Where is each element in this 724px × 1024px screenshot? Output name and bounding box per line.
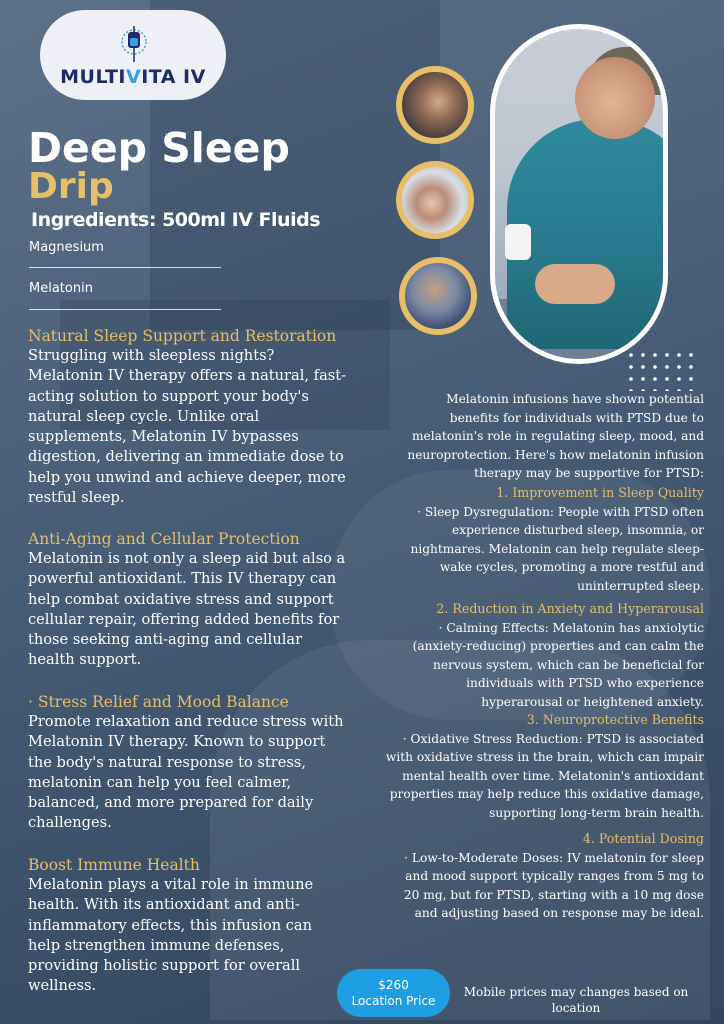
ptsd-heading: 4. Potential Dosing — [582, 831, 704, 846]
ptsd-line: nightmares. Melatonin can help regulate sleep- — [410, 541, 704, 556]
ptsd-line: hyperarousal or heightened anxiety. — [481, 694, 704, 709]
ptsd-line: individuals with PTSD who experience — [466, 676, 704, 691]
section-anti-aging — [28, 529, 364, 671]
intro-line: neuroprotection. Here's how melatonin infusion — [407, 447, 704, 462]
ptsd-line: 20 mg, but for PTSD, starting with a 10 mg dose — [403, 887, 704, 902]
hero-body — [507, 119, 668, 349]
section-line: supplements, Melatonin IV bypasses — [28, 428, 299, 446]
ptsd-line: · Calming Effects: Melatonin has anxiolytic — [438, 620, 704, 635]
ptsd-line: and mood support typically ranges from 5 mg to — [405, 869, 704, 884]
section-heading: Anti-Aging and Cellular Protection — [28, 530, 300, 548]
section-line: powerful antioxidant. This IV therapy can — [28, 570, 337, 588]
ptsd-dosing — [374, 830, 704, 923]
ptsd-line: experience disturbed sleep, insomnia, or — [452, 523, 704, 538]
ingredient-item: Melatonin — [29, 281, 93, 296]
section-sleep-support — [28, 326, 364, 508]
section-line: those seeking anti-aging and cellular — [28, 631, 303, 649]
divider — [29, 309, 221, 310]
section-line: the body's natural response to stress, — [28, 753, 307, 771]
hero-hand-pills — [535, 264, 615, 304]
ptsd-heading: 3. Neuroprotective Benefits — [526, 712, 704, 727]
ptsd-line: wake cycles, promoting a more restful and — [439, 560, 704, 575]
ptsd-anxiety — [374, 600, 704, 712]
section-line: help combat oxidative stress and support — [28, 590, 334, 608]
section-line: challenges. — [28, 814, 112, 832]
section-line: health. With its antioxidant and anti- — [28, 896, 300, 914]
ingredient-item: Magnesium — [29, 240, 104, 255]
mobile-price-note: Mobile prices may changes based on location — [463, 985, 689, 1015]
section-line: melatonin can help you feel calmer, — [28, 773, 292, 791]
ptsd-neuroprotective — [374, 711, 704, 823]
intro-line: melatonin's role in regulating sleep, mood, and — [411, 429, 704, 444]
price-badge[interactable] — [337, 969, 450, 1017]
section-line: providing holistic support for overall — [28, 957, 301, 975]
brand-name: MULTIVITA IV — [60, 66, 206, 88]
hero-head — [575, 57, 655, 139]
page-title: Deep Sleep — [28, 124, 290, 172]
section-heading: Natural Sleep Support and Restoration — [28, 327, 337, 345]
iv-bag-icon — [120, 24, 148, 64]
ptsd-line: mental health over time. Melatonin's antioxidant — [402, 768, 704, 783]
section-line: Melatonin IV therapy offers a natural, fast- — [28, 367, 347, 385]
ptsd-intro — [374, 390, 704, 483]
ptsd-heading: 1. Improvement in Sleep Quality — [496, 485, 704, 500]
intro-line: therapy may be supportive for PTSD: — [474, 466, 704, 481]
decorative-dots — [625, 349, 699, 391]
section-line: natural sleep cycle. Unlike oral — [28, 407, 260, 425]
section-line: acting solution to support your body's — [28, 387, 309, 405]
photo-woman-insomnia — [396, 161, 474, 239]
section-line: health support. — [28, 651, 142, 669]
page-subtitle: Drip — [28, 166, 114, 207]
section-heading: Boost Immune Health — [28, 856, 200, 874]
ptsd-line: uninterrupted sleep. — [577, 578, 704, 593]
section-line: Melatonin is not only a sleep aid but also a — [28, 550, 346, 567]
section-line: Melatonin IV therapy. Known to support — [28, 733, 326, 751]
intro-line: Melatonin infusions have shown potential — [446, 392, 704, 406]
ptsd-line: (anxiety-reducing) properties and can calm the — [412, 639, 704, 654]
ptsd-line: properties may help reduce this oxidative damage, — [389, 787, 704, 802]
ingredients-heading: Ingredients: 500ml IV Fluids — [31, 209, 320, 231]
section-stress-relief — [28, 692, 364, 834]
ptsd-line: supporting long-term brain health. — [489, 805, 704, 820]
section-line: digestion, delivering an immediate dose to — [28, 448, 344, 466]
section-line: Melatonin plays a vital role in immune — [28, 876, 314, 893]
ptsd-line: with oxidative stress in the brain, which can impair — [385, 750, 704, 765]
hero-photo-woman-pills — [490, 24, 668, 364]
ptsd-line: · Oxidative Stress Reduction: PTSD is associated — [402, 731, 704, 746]
pill-bottle — [505, 224, 531, 260]
ptsd-line: · Low-to-Moderate Doses: IV melatonin for sleep — [404, 850, 704, 865]
section-line: help you unwind and achieve deeper, more — [28, 468, 346, 486]
section-line: help strengthen immune defenses, — [28, 936, 285, 954]
ptsd-line: · Sleep Dysregulation: People with PTSD often — [417, 504, 704, 519]
price-label: Location Price — [351, 994, 436, 1008]
section-line: wellness. — [28, 977, 97, 995]
section-line: Promote relaxation and reduce stress with — [28, 713, 344, 730]
photo-man-fatigue — [396, 66, 474, 144]
section-immune-health — [28, 855, 364, 997]
ptsd-line: and adjusting based on response may be ideal. — [414, 906, 704, 921]
section-line: Struggling with sleepless nights? — [28, 347, 275, 364]
intro-line: benefits for individuals with PTSD due to — [449, 410, 704, 425]
ptsd-line: nervous system, which can be beneficial for — [433, 657, 704, 672]
ptsd-heading: 2. Reduction in Anxiety and Hyperarousal — [436, 601, 704, 616]
section-line: inflammatory effects, this infusion can — [28, 916, 313, 934]
ptsd-sleep-quality — [374, 484, 704, 596]
section-line: balanced, and more prepared for daily — [28, 794, 314, 812]
photo-woman-awake-night — [399, 257, 477, 335]
divider — [29, 267, 221, 268]
brand-logo — [40, 10, 226, 100]
section-line: cellular repair, offering added benefits for — [28, 610, 340, 628]
price-amount: $260 — [378, 978, 409, 992]
section-line: restful sleep. — [28, 489, 125, 507]
section-heading: · Stress Relief and Mood Balance — [28, 693, 289, 711]
